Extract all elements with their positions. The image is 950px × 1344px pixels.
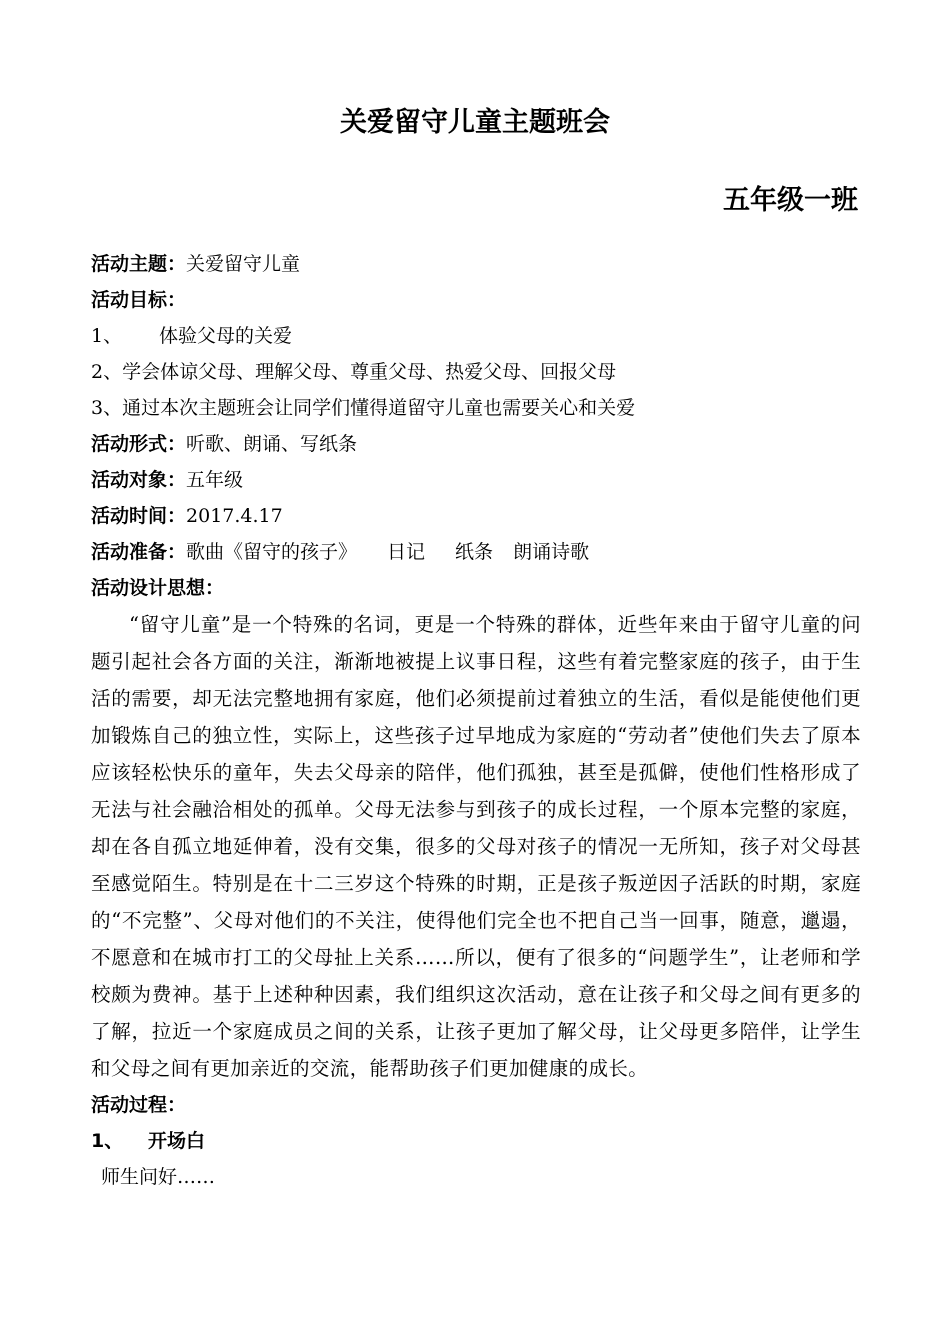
process-label: 活动过程：: [91, 1094, 187, 1116]
theme-label: 活动主题：: [91, 253, 187, 275]
goal-number: 3、: [91, 397, 123, 419]
process-step-detail: 师生问好……: [101, 1166, 216, 1188]
form-line: [91, 426, 861, 462]
form-label: 活动形式：: [91, 433, 187, 455]
prep-line: [91, 534, 861, 570]
document-body: [91, 246, 861, 1195]
target-label: 活动对象：: [91, 469, 187, 491]
process-step-title: 开场白: [148, 1130, 206, 1152]
design-paragraph: “留守儿童”是一个特殊的名词，更是一个特殊的群体，近些年来由于留守儿童的问题引起社会各方面的关注，渐渐地被提上议事日程，这些有着完整家庭的孩子，由于生活的需要，却无法完整地拥有家庭，他们必须提前过着独立的生活，看似是能使他们更加锻炼自己的独立性，实际上，这些孩子过早地成为家庭的“劳动者”使他们失去了原本应该轻松快乐的童年，失去父母亲的陪伴，他们孤独，甚至是孤僻，使他们性格形成了无法与社会融洽相处的孤单。父母无法参与到孩子的成长过程，一个原本完整的家庭，却在各自孤立地延伸着，没有交集，很多的父母对孩子的情况一无所知，孩子对父母甚至感觉陌生。特别是在十二三岁这个特殊的时期，正是孩子叛逆因子活跃的时期，家庭的“不完整”、父母对他们的不关注，使得他们完全也不把自己当一回事，随意，邋遢，不愿意和在城市打工的父母扯上关系……所以，便有了很多的“问题学生”，让老师和学校颇为费神。基于上述种种因素，我们组织这次活动，意在让孩子和父母之间有更多的了解，拉近一个家庭成员之间的关系，让孩子更加了解父母，让父母更多陪伴，让学生和父母之间有更加亲近的交流，能帮助孩子们更加健康的成长。: [91, 613, 861, 1080]
theme-value: 关爱留守儿童: [186, 253, 301, 275]
time-value: 2017.4.17: [186, 505, 283, 527]
goal-number: 1、: [91, 325, 123, 347]
goal-text: 体验父母的关爱: [159, 325, 293, 347]
prep-label: 活动准备：: [91, 541, 187, 563]
design-line: [91, 570, 861, 606]
goals-label: 活动目标：: [91, 289, 187, 311]
document-title: 关爱留守儿童主题班会: [340, 107, 610, 138]
goal-number: 2、: [91, 361, 123, 383]
goal-item: [91, 318, 861, 354]
design-label: 活动设计思想：: [91, 577, 225, 599]
class-name: 五年级一班: [723, 185, 858, 216]
prep-item: 纸条: [455, 541, 494, 563]
goals-line: [91, 282, 861, 318]
process-step: [91, 1123, 861, 1159]
goal-item: [91, 354, 861, 390]
target-value: 五年级: [186, 469, 244, 491]
time-label: 活动时间：: [91, 505, 187, 527]
prep-item: 歌曲《留守的孩子》: [186, 541, 358, 563]
prep-item: 日记: [387, 541, 426, 563]
goal-text: 学会体谅父母、理解父母、尊重父母、热爱父母、回报父母: [122, 361, 617, 383]
time-line: [91, 498, 861, 534]
process-line: [91, 1087, 861, 1123]
form-value: 听歌、朗诵、写纸条: [186, 433, 358, 455]
theme-line: [91, 246, 861, 282]
target-line: [91, 462, 861, 498]
prep-item: 朗诵诗歌: [513, 541, 590, 563]
process-step-number: 1、: [91, 1130, 124, 1152]
goal-item: [91, 390, 861, 426]
goal-text: 通过本次主题班会让同学们懂得道留守儿童也需要关心和关爱: [122, 397, 636, 419]
